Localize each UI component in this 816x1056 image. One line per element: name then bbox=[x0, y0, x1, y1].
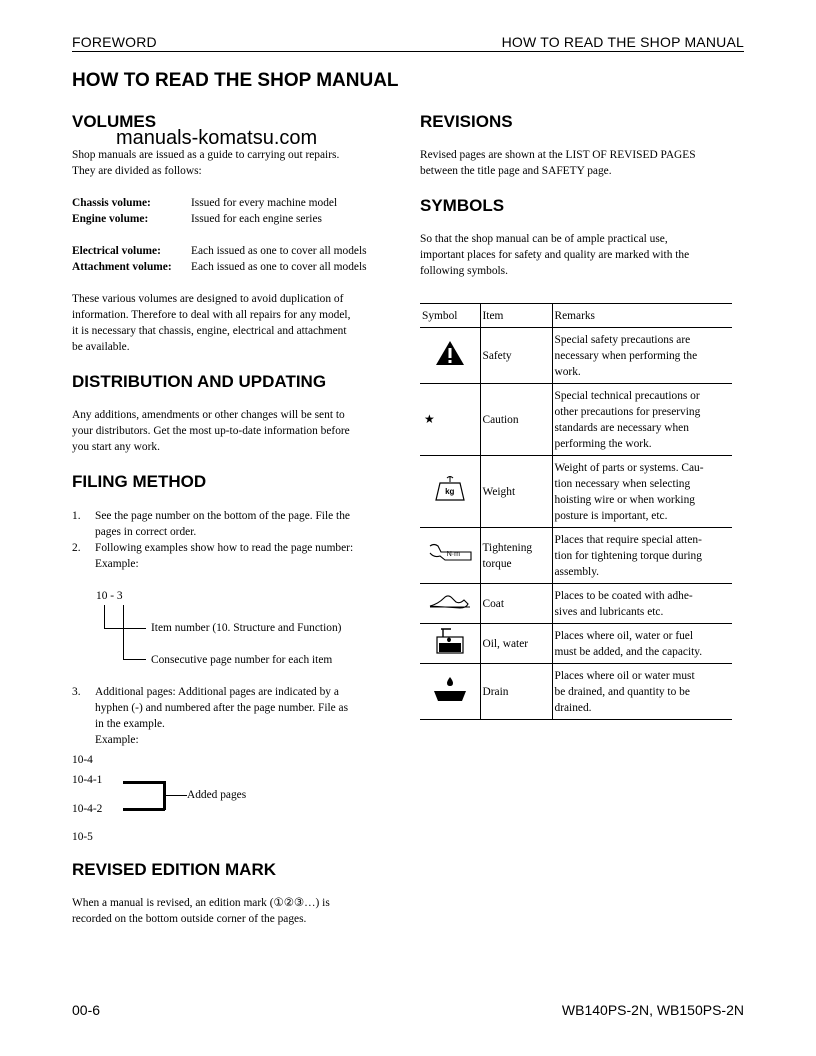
volume-item-chassis bbox=[72, 195, 337, 211]
item-label: torque bbox=[482, 557, 512, 570]
table-row bbox=[420, 528, 732, 584]
tree-line bbox=[123, 659, 146, 660]
text-line: Places where oil, water or fuel bbox=[554, 629, 694, 642]
bracket-line bbox=[123, 781, 165, 784]
volume-desc: Each issued as one to cover all models bbox=[191, 245, 367, 257]
text-line: Weight of parts or systems. Cau- bbox=[554, 461, 704, 474]
item-cell bbox=[480, 456, 552, 528]
text-line: assembly. bbox=[554, 565, 599, 578]
text-line: These various volumes are designed to avoid duplication of bbox=[72, 293, 344, 305]
text-line: Special safety precautions are bbox=[554, 333, 691, 346]
item-label: Tightening bbox=[482, 541, 533, 554]
symbol-cell bbox=[420, 664, 480, 720]
filing-item-number: 3. bbox=[72, 686, 81, 698]
volumes-closing bbox=[72, 291, 396, 355]
table-row bbox=[420, 584, 732, 624]
remarks-cell bbox=[552, 624, 732, 664]
text-line: following symbols. bbox=[420, 265, 508, 277]
remarks-cell bbox=[552, 384, 732, 456]
text-line: tion necessary when selecting bbox=[554, 477, 691, 490]
volume-item-engine bbox=[72, 211, 322, 227]
bracket-line bbox=[165, 795, 187, 796]
remarks-cell bbox=[552, 456, 732, 528]
item-label: Oil, water bbox=[482, 637, 529, 650]
safety-warning-icon bbox=[435, 340, 465, 366]
text-line: Example: bbox=[95, 558, 139, 570]
volume-desc: Each issued as one to cover all models bbox=[191, 261, 367, 273]
text-line: between the title page and SAFETY page. bbox=[420, 165, 612, 177]
text-line: posture is important, etc. bbox=[554, 509, 668, 522]
page-example: 10-4-2 bbox=[72, 803, 103, 815]
table-header: Item bbox=[480, 304, 552, 328]
text-line: pages in correct order. bbox=[95, 526, 197, 538]
revisions-heading: REVISIONS bbox=[420, 112, 513, 131]
table-header-row bbox=[420, 304, 732, 328]
symbol-cell bbox=[420, 328, 480, 384]
text-line: So that the shop manual can be of ample practical use, bbox=[420, 233, 668, 245]
drain-icon bbox=[431, 675, 469, 703]
table-row bbox=[420, 664, 732, 720]
text-line: work. bbox=[554, 365, 581, 378]
header-document-title: HOW TO READ THE SHOP MANUAL bbox=[501, 34, 744, 50]
text-line: necessary when performing the bbox=[554, 349, 698, 362]
symbol-cell bbox=[420, 584, 480, 624]
consecutive-page-label: Consecutive page number for each item bbox=[151, 654, 333, 666]
torque-wrench-icon bbox=[428, 542, 472, 564]
symbols-table bbox=[420, 303, 732, 720]
watermark: manuals-komatsu.com bbox=[116, 127, 318, 149]
text-line: drained. bbox=[554, 701, 592, 714]
filing-heading: FILING METHOD bbox=[72, 472, 207, 491]
text-line: They are divided as follows: bbox=[72, 165, 202, 177]
table-header: Symbol bbox=[420, 304, 480, 328]
text-line: hyphen (-) and numbered after the page number. File as bbox=[95, 702, 349, 714]
text-line: standards are necessary when bbox=[554, 421, 689, 434]
table-header: Remarks bbox=[552, 304, 732, 328]
footer-page-number: 00-6 bbox=[72, 1002, 101, 1018]
symbol-cell bbox=[420, 528, 480, 584]
revised-edition-heading: REVISED EDITION MARK bbox=[72, 860, 277, 879]
weight-kg-label: kg bbox=[445, 487, 455, 496]
volumes-intro bbox=[72, 147, 396, 179]
oil-water-icon bbox=[433, 627, 467, 655]
item-label: Coat bbox=[482, 597, 505, 610]
text-line: be drained, and quantity to be bbox=[554, 685, 690, 698]
page-title: HOW TO READ THE SHOP MANUAL bbox=[72, 70, 399, 91]
tree-line bbox=[123, 605, 124, 660]
remarks-cell bbox=[552, 664, 732, 720]
text-line: sives and lubricants etc. bbox=[554, 605, 664, 618]
item-cell bbox=[480, 664, 552, 720]
tree-line bbox=[104, 628, 146, 629]
distribution-text bbox=[72, 407, 396, 455]
bracket-line bbox=[123, 808, 165, 811]
page-example: 10-4-1 bbox=[72, 774, 103, 786]
coat-icon bbox=[428, 592, 472, 610]
symbols-heading: SYMBOLS bbox=[420, 196, 505, 215]
text-line: it is necessary that chassis, engine, electrical and attachment bbox=[72, 325, 347, 337]
symbols-text bbox=[420, 231, 744, 279]
remarks-cell bbox=[552, 528, 732, 584]
text-line: tion for tightening torque during bbox=[554, 549, 702, 562]
volume-label: Engine volume: bbox=[72, 213, 149, 225]
remarks-cell bbox=[552, 584, 732, 624]
text-line: performing the work. bbox=[554, 437, 652, 450]
page-example: 10-4 bbox=[72, 754, 93, 766]
symbol-cell bbox=[420, 456, 480, 528]
item-number-label: Item number (10. Structure and Function) bbox=[151, 622, 342, 634]
symbol-cell bbox=[420, 624, 480, 664]
volume-label: Attachment volume: bbox=[72, 261, 172, 273]
text-line: Any additions, amendments or other changes will be sent to bbox=[72, 409, 345, 421]
text-line: in the example. bbox=[95, 718, 165, 730]
filing-item-2 bbox=[95, 540, 396, 572]
item-cell bbox=[480, 624, 552, 664]
weight-kg-icon bbox=[434, 476, 466, 502]
item-label: Safety bbox=[482, 349, 512, 362]
text-line: Special technical precautions or bbox=[554, 389, 700, 402]
distribution-heading: DISTRIBUTION AND UPDATING bbox=[72, 372, 327, 391]
text-line: your distributors. Get the most up-to-date information before bbox=[72, 425, 350, 437]
header-rule bbox=[72, 51, 744, 52]
text-line: Places to be coated with adhe- bbox=[554, 589, 693, 602]
item-label: Drain bbox=[482, 685, 509, 698]
text-line: Revised pages are shown at the LIST OF REVISED PAGES bbox=[420, 149, 696, 161]
remarks-cell bbox=[552, 328, 732, 384]
filing-item-number: 1. bbox=[72, 510, 81, 522]
item-label: Weight bbox=[482, 485, 516, 498]
filing-item-1 bbox=[95, 508, 396, 540]
text-line: recorded on the bottom outside corner of the pages. bbox=[72, 913, 307, 925]
text-line: Additional pages: Additional pages are indicated by a bbox=[95, 686, 339, 698]
text-line: Shop manuals are issued as a guide to carrying out repairs. bbox=[72, 149, 340, 161]
item-cell bbox=[480, 328, 552, 384]
item-cell bbox=[480, 584, 552, 624]
volume-label: Chassis volume: bbox=[72, 197, 151, 209]
text-line: hoisting wire or when working bbox=[554, 493, 695, 506]
text-line: See the page number on the bottom of the page. File the bbox=[95, 510, 350, 522]
symbol-cell bbox=[420, 384, 480, 456]
footer-model: WB140PS-2N, WB150PS-2N bbox=[561, 1002, 744, 1018]
table-row bbox=[420, 456, 732, 528]
tree-line bbox=[104, 605, 105, 629]
volume-label: Electrical volume: bbox=[72, 245, 161, 257]
example-page-number: 10 - 3 bbox=[96, 590, 123, 602]
text-line: you start any work. bbox=[72, 441, 160, 453]
filing-item-3 bbox=[95, 684, 396, 748]
text-line: Places where oil or water must bbox=[554, 669, 695, 682]
text-line: Places that require special atten- bbox=[554, 533, 702, 546]
torque-unit-label: N·m bbox=[446, 551, 460, 558]
item-label: Caution bbox=[482, 413, 519, 426]
table-row bbox=[420, 384, 732, 456]
text-line: Example: bbox=[95, 734, 139, 746]
page-example: 10-5 bbox=[72, 831, 93, 843]
revised-edition-text bbox=[72, 895, 396, 927]
item-cell bbox=[480, 528, 552, 584]
volume-desc: Issued for every machine model bbox=[191, 197, 338, 209]
item-cell bbox=[480, 384, 552, 456]
text-line: be available. bbox=[72, 341, 130, 353]
text-line: other precautions for preserving bbox=[554, 405, 701, 418]
revisions-text bbox=[420, 147, 744, 179]
volumes-heading: VOLUMES bbox=[72, 112, 157, 131]
table-row bbox=[420, 624, 732, 664]
table-row bbox=[420, 328, 732, 384]
volume-item-attachment bbox=[72, 259, 367, 275]
text-line: important places for safety and quality are marked with the bbox=[420, 249, 690, 261]
header-section-label: FOREWORD bbox=[72, 34, 157, 50]
volume-desc: Issued for each engine series bbox=[191, 213, 322, 225]
volume-item-electrical bbox=[72, 243, 367, 259]
text-line: information. Therefore to deal with all repairs for any model, bbox=[72, 309, 351, 321]
text-line: Following examples show how to read the page number: bbox=[95, 542, 354, 554]
text-line: must be added, and the capacity. bbox=[554, 645, 703, 658]
filing-item-number: 2. bbox=[72, 542, 81, 554]
added-pages-label: Added pages bbox=[187, 789, 247, 801]
text-line: When a manual is revised, an edition mark (①②③…) is bbox=[72, 897, 330, 909]
caution-star-icon: ★ bbox=[424, 412, 435, 426]
